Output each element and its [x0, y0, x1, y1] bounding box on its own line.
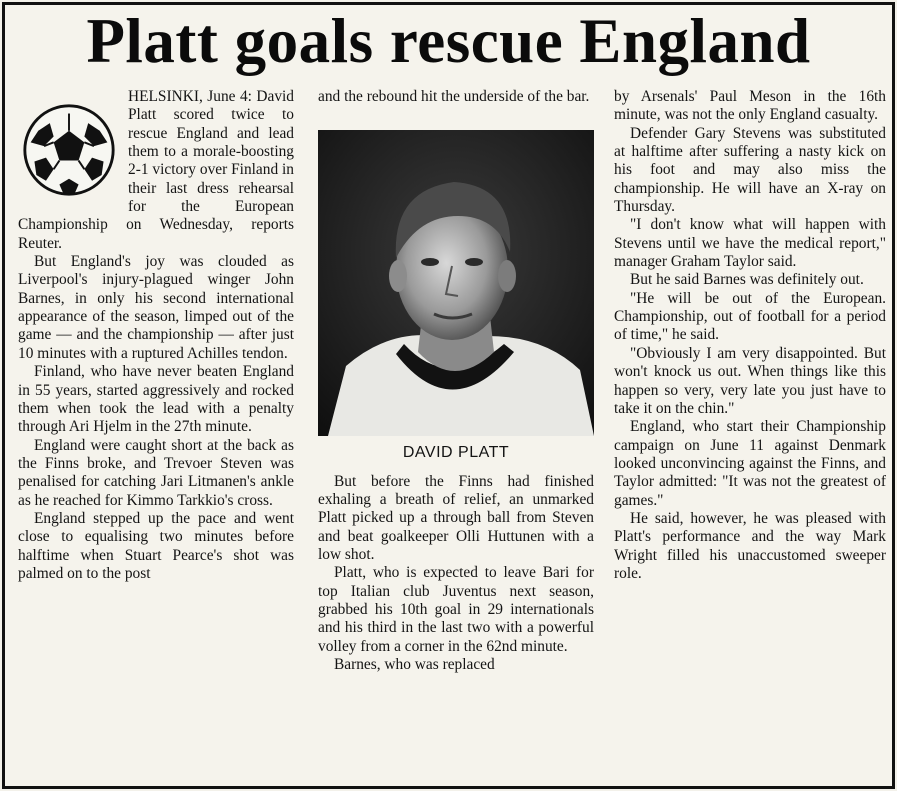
photo-caption: DAVID PLATT: [402, 444, 510, 462]
headline: Platt goals rescue England: [86, 6, 811, 76]
paragraph: "Obviously I am very disappointed. But won't knock us out. When things like this happen so very, very late you just have to take it on the chin.": [614, 344, 886, 417]
paragraph: But England's joy was clouded as Liverpool's injury-plagued winger John Barnes, in only his second international appearance of the season, limped out of the game — and the championship — after just 10 minutes with a ruptured Achilles tendon.: [18, 253, 294, 362]
article-column-1: [18, 88, 294, 583]
paragraph: and the rebound hit the underside of the bar.: [318, 88, 590, 105]
paragraph: Finland, who have never beaten England in 55 years, started aggressively and rocked them when took the lead with a penalty through Ari Hjelm in the 27th minute.: [18, 363, 294, 436]
paragraph: England stepped up the pace and went close to equalising two minutes before halftime when Stuart Pearce's shot was palmed on to the post: [18, 509, 294, 582]
article-column-3: [614, 88, 886, 583]
paragraph: But he said Barnes was definitely out.: [630, 271, 864, 289]
player-photo: [318, 130, 594, 436]
paragraph: Defender Gary Stevens was substituted at halftime after suffering a nasty kick on his foot and may also miss the championship. He will have an X-ray on Thursday.: [614, 124, 886, 216]
paragraph: "He will be out of the European. Championship, out of football for a period of time," he said.: [614, 289, 886, 344]
article-column-2: [318, 88, 594, 674]
paragraph: He said, however, he was pleased with Platt's performance and the way Mark Wright filled his unaccustomed sweeper role.: [614, 509, 886, 582]
football-icon: [18, 100, 120, 200]
paragraph: HELSINKI, June 4: David Platt scored twice to rescue England and lead them to a morale-boosting 2-1 victory over Finland in their last dress rehearsal for the European Championship on Wednesday, reports Reuter.: [18, 88, 294, 252]
paragraph: England were caught short at the back as the Finns broke, and Trevoer Steven was penalised for catching Jari Litmanen's ankle as he reached for Kimmo Tarkkio's cross.: [18, 436, 294, 509]
paragraph: But before the Finns had finished exhaling a breath of relief, an unmarked Platt picked up a through ball from Steven and beat goalkeeper Olli Huttunen with a low shot.: [318, 472, 594, 564]
paragraph: Barnes, who was replaced: [334, 656, 495, 674]
paragraph: England, who start their Championship campaign on June 11 against Denmark looked unconvincing against the Finns, and Taylor admitted: "It was not the greatest of games.": [614, 418, 886, 509]
paragraph: "I don't know what will happen with Stevens until we have the medical report," manager Graham Taylor said.: [614, 216, 886, 271]
paragraph: Platt, who is expected to leave Bari for top Italian club Juventus next season, grabbed his 10th goal in 29 internationals and his third in the last two with a powerful volley from a corner in the 62nd minute.: [318, 564, 594, 655]
paragraph: by Arsenals' Paul Meson in the 16th minute, was not the only England casualty.: [614, 88, 886, 124]
